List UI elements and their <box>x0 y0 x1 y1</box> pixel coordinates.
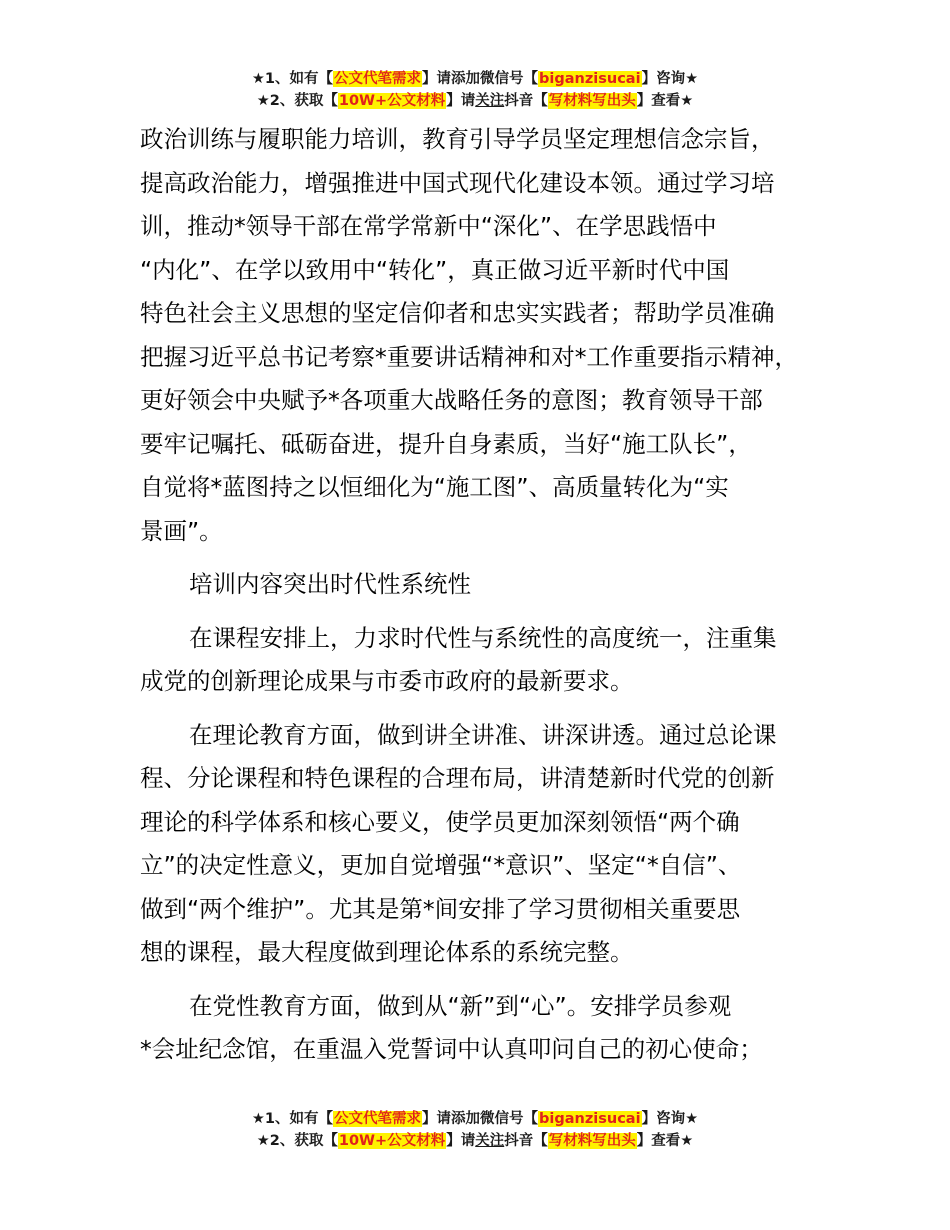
paragraph-4 <box>140 985 830 1072</box>
banner-text: 】请 <box>446 1133 476 1149</box>
banner-highlight: 写材料写出头 <box>548 93 636 109</box>
text-line: 在理论教育方面，做到讲全讲准、讲深讲透。通过总论课 <box>189 720 777 749</box>
text-line: 把握习近平总书记考察*重要讲话精神和对*工作重要指示精神， <box>140 342 798 371</box>
banner-highlight: 写材料写出头 <box>548 1133 636 1149</box>
banner-text: 】请 <box>422 1111 452 1127</box>
header-banner <box>0 68 950 112</box>
banner-line-1 <box>0 1108 950 1130</box>
banner-text: 】查看★ <box>636 1133 694 1149</box>
text-line: 程、分论课程和特色课程的合理布局，讲清楚新时代党的创新 <box>140 764 775 792</box>
banner-text: 】查看★ <box>636 93 694 109</box>
text-line: 要牢记嘱托、砥砺奋进，提升自身素质，当好“施工队长”， <box>140 429 752 458</box>
banner-line-2 <box>0 1130 950 1152</box>
paragraph-1 <box>140 118 830 553</box>
section-heading <box>140 563 830 607</box>
banner-emphasis: 关注 <box>475 1133 505 1149</box>
banner-text: 】请 <box>422 71 452 87</box>
banner-text: 】请 <box>446 93 476 109</box>
banner-highlight: biganzisucai <box>539 71 641 87</box>
banner-highlight: 10W+公文材料 <box>338 93 446 109</box>
footer-banner <box>0 1108 950 1152</box>
banner-text: 微信号【 <box>480 1111 539 1127</box>
banner-text: ★1、如有【 <box>251 71 334 87</box>
banner-highlight: biganzisucai <box>539 1111 641 1127</box>
banner-text: 抖音【 <box>504 1133 548 1149</box>
banner-emphasis: 添加 <box>451 1111 481 1127</box>
banner-emphasis: 添加 <box>451 71 481 87</box>
text-line: 做到“两个维护”。尤其是第*间安排了学习贯彻相关重要思 <box>140 894 741 923</box>
text-line: 景画”。 <box>140 516 223 545</box>
banner-highlight: 公文代笔需求 <box>334 71 422 87</box>
heading-text: 培训内容突出时代性系统性 <box>189 570 471 598</box>
banner-text: ★2、获取【 <box>256 1133 338 1149</box>
banner-text: 】咨询★ <box>641 1111 699 1127</box>
banner-text: ★2、获取【 <box>256 93 338 109</box>
text-line: 理论的科学体系和核心要义，使学员更加深刻领悟“两个确 <box>140 807 740 836</box>
text-line: 训，推动*领导干部在常学常新中“深化”、在学思践悟中 <box>140 212 717 240</box>
paragraph-3 <box>140 714 830 975</box>
banner-emphasis: 关注 <box>475 93 505 109</box>
banner-text: 抖音【 <box>504 93 548 109</box>
banner-line-2 <box>0 90 950 112</box>
text-line: 更好领会中央赋予*各项重大战略任务的意图；教育领导干部 <box>140 386 763 414</box>
banner-text: 微信号【 <box>480 71 539 87</box>
banner-text: 】咨询★ <box>641 71 699 87</box>
text-line: 自觉将*蓝图持之以恒细化为“施工图”、高质量转化为“实 <box>140 473 729 501</box>
text-line: 在课程安排上，力求时代性与系统性的高度统一，注重集 <box>189 623 777 652</box>
text-line: 政治训练与履职能力培训，教育引导学员坚定理想信念宗旨， <box>140 125 775 153</box>
text-line: *会址纪念馆，在重温入党誓词中认真叩问自己的初心使命； <box>140 1035 763 1063</box>
text-line: 在党性教育方面，做到从“新”到“心”。安排学员参观 <box>189 991 732 1020</box>
text-line: “内化”、在学以致用中“转化”，真正做习近平新时代中国 <box>140 255 730 284</box>
document-body <box>140 118 830 1072</box>
text-line: 特色社会主义思想的坚定信仰者和忠实实践者；帮助学员准确 <box>140 299 775 327</box>
text-line: 想的课程，最大程度做到理论体系的系统完整。 <box>140 938 634 966</box>
text-line: 成党的创新理论成果与市委市政府的最新要求。 <box>140 667 634 695</box>
banner-highlight: 公文代笔需求 <box>334 1111 422 1127</box>
banner-highlight: 10W+公文材料 <box>338 1133 446 1149</box>
text-line: 提高政治能力，增强推进中国式现代化建设本领。通过学习培 <box>140 168 775 197</box>
paragraph-2 <box>140 617 830 704</box>
banner-line-1 <box>0 68 950 90</box>
text-line: 立”的决定性意义，更加自觉增强“*意识”、坚定“*自信”、 <box>140 851 742 879</box>
banner-text: ★1、如有【 <box>251 1111 334 1127</box>
